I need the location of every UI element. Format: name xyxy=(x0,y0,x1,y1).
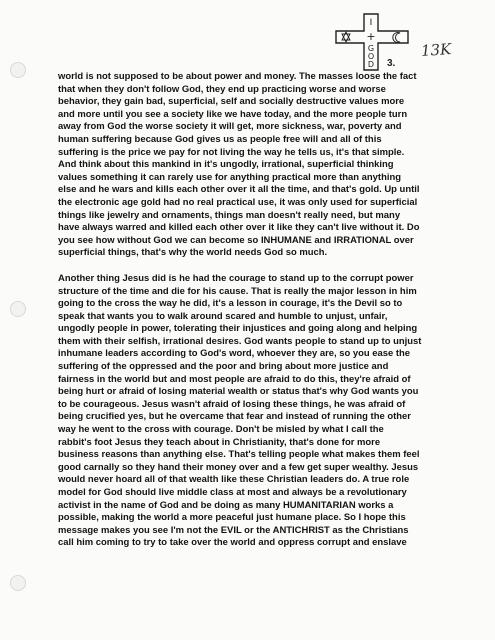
punch-hole xyxy=(10,575,26,591)
cross-letter: I xyxy=(369,18,373,28)
text-line: And think about this mankind in it's ungodly, irrational, superficial thinking xyxy=(58,159,394,171)
text-line: going to the cross the way he did, it's a lesson in courage, it's the Devil so to xyxy=(58,298,403,310)
paragraph xyxy=(58,273,458,550)
text-line: and more until you see a society like we have today, and the more people turn xyxy=(58,108,408,120)
text-line: call him coming to try to take over the world and oppress corrupt and enslave xyxy=(58,537,407,549)
text-line: being hurt or afraid of losing material wealth or status that's why God wants you xyxy=(58,386,419,398)
text-line: you see how without God we can become so INHUMANE and IRRATIONAL over xyxy=(58,234,414,246)
crescent-star-icon xyxy=(393,33,400,43)
text-line: the electronic age gold had no real practical use, it was only used for superficial xyxy=(58,196,418,208)
text-line: away from God the worse society it will get, more sickness, war, poverty and xyxy=(58,121,402,133)
text-line: would never hoard all of that wealth like these Christian leaders do. A true role xyxy=(58,474,410,486)
cross-letter: O xyxy=(367,52,375,61)
text-line: suffering of the oppressed and the poor and bring about more justice and xyxy=(58,361,389,373)
text-line: superficial things, that's why the world needs God so much. xyxy=(58,247,328,259)
text-line: message makes you see I'm not the EVIL or the ANTICHRIST as the Christians xyxy=(58,524,409,536)
text-line: values something it can rarely use for anything practical more than anything xyxy=(58,171,401,183)
paragraph xyxy=(58,71,458,260)
text-line: world is not supposed to be about power and money. The masses loose the fact xyxy=(58,71,417,82)
text-line: business reasons than anything else. That's telling people what makes them feel xyxy=(58,449,420,461)
text-line: inhumane leaders according to God's word, whoever they are, so you ease the xyxy=(58,348,411,360)
text-line: else and he wars and kills each other over it all the time, and that's gold. Up until xyxy=(58,184,420,196)
cross-letter: + xyxy=(366,30,376,43)
text-line: to be courageous. Jesus wasn't afraid of losing these things, he was afraid of xyxy=(58,398,406,410)
text-line: fairness in the world but and most people are afraid to do this, they're afraid of xyxy=(58,373,411,385)
cross-letter: D xyxy=(367,60,375,69)
text-line: model for God should live middle class at most and always be a revolutionary xyxy=(58,487,407,498)
text-line: things like jewelry and ornaments, things man doesn't really need, but many xyxy=(58,209,401,221)
text-line: activist in the name of God and be doing as many HUMANITARIAN works a xyxy=(58,499,394,511)
star-of-david-icon xyxy=(342,32,350,42)
text-line: them with their selfish, irrational desires. God wants people to stand up to unjust xyxy=(58,335,422,347)
handwritten-note: 13K xyxy=(420,39,452,61)
punch-hole xyxy=(10,62,26,78)
text-line: have always warred and killed each other over it like they can't live without it. Do xyxy=(58,222,420,234)
text-line: rabbit's foot Jesus they teach about in Christianity, that's done for more xyxy=(58,436,381,448)
text-line: human suffering because God gives us as people free will and all of this xyxy=(58,133,382,145)
cross-letter: G xyxy=(367,44,375,53)
text-line: ungodly people in power, tolerating their injustices and going along and helping xyxy=(58,323,418,335)
cross-emblem xyxy=(334,12,412,72)
text-line: behavior, they gain bad, superficial, self and socially destructive values more xyxy=(58,96,405,108)
text-line: Another thing Jesus did is he had the courage to stand up to the corrupt power xyxy=(58,272,414,284)
text-line: that when they don't follow God, they end up practicing worse and worse xyxy=(58,83,386,95)
text-line: way he went to the cross with courage. Don't be misled by what I call the xyxy=(58,424,384,436)
page-number: 3. xyxy=(387,58,396,69)
body-text xyxy=(58,71,458,550)
text-line: good carnally so they hand their money over and a few get super wealthy. Jesus xyxy=(58,461,419,473)
text-line: structure of the time and die for his cause. That is really the major lesson in him xyxy=(58,285,417,297)
punch-hole xyxy=(10,301,26,317)
cross-drawing xyxy=(334,12,412,72)
text-line: being crucified yes, but he overcame that fear and instead of running the other xyxy=(58,411,411,423)
text-line: possible, making the world a more peaceful just humane place. So I hope this xyxy=(58,512,406,524)
text-line: suffering is the price we pay for not living the way he tells us, it's that simple. xyxy=(58,146,405,158)
text-line: speak that wants you to walk around scared and humble to unjust, unfair, xyxy=(58,310,388,322)
